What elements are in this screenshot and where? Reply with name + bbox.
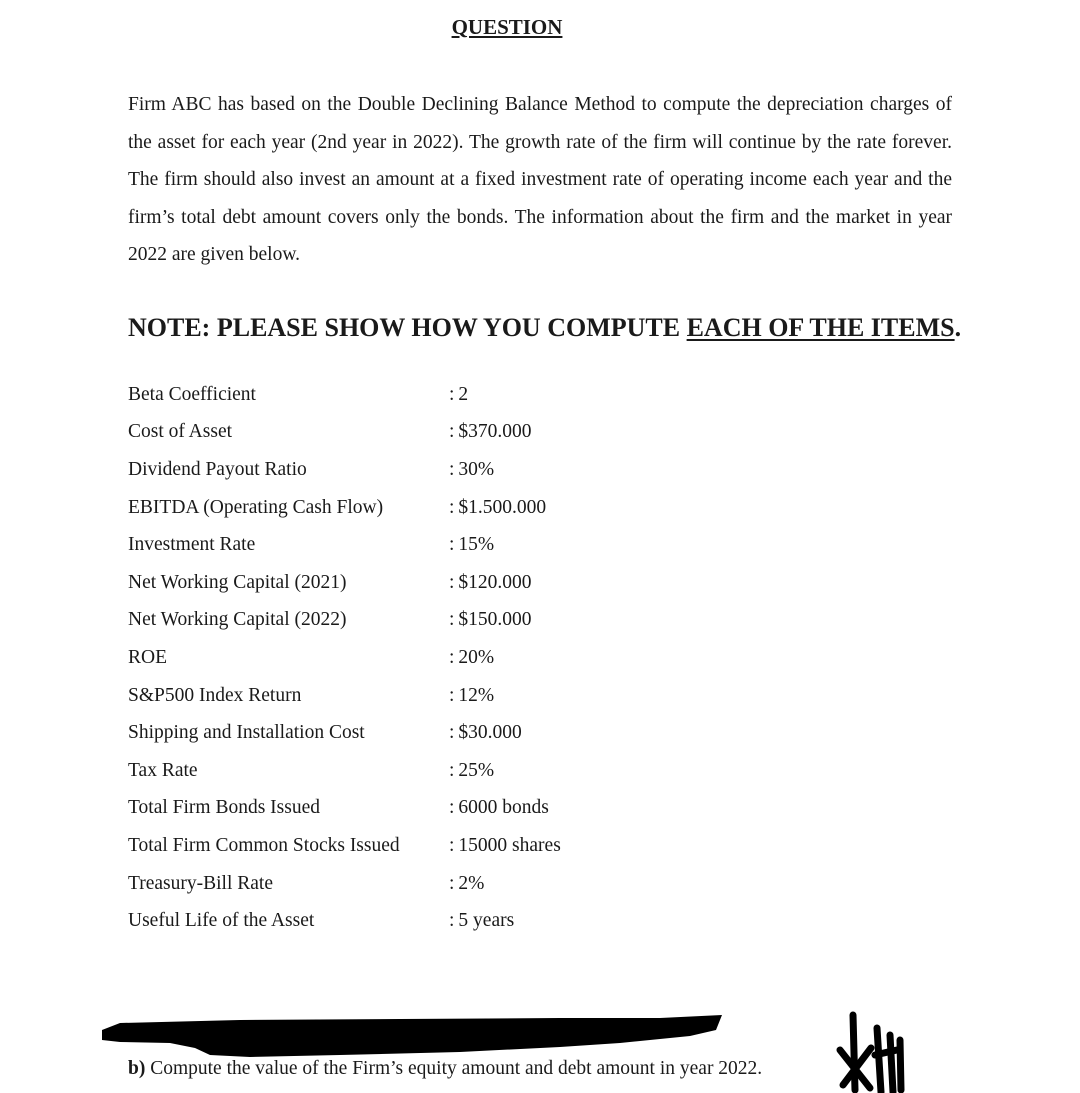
note-prefix: NOTE: PLEASE SHOW HOW YOU COMPUTE	[128, 313, 687, 342]
data-value	[449, 685, 494, 707]
data-value-text: $120.000	[458, 571, 532, 593]
data-row	[128, 790, 561, 828]
data-row	[128, 827, 561, 865]
data-separator: :	[449, 684, 455, 706]
page-title: QUESTION	[451, 15, 563, 39]
data-value-text: $150.000	[458, 609, 532, 631]
note-suffix: .	[954, 313, 962, 342]
data-separator: :	[449, 646, 455, 668]
intro-paragraph: Firm ABC has based on the Double Declining Balance Method to compute the depreciation charges of the asset for each year (2nd year in 2022). The growth rate of the firm will continue by the rate forever. The firm should also invest an amount at a fixed investment rate of operating income each year and the firm’s total debt amount covers only the bonds. The information about the firm and the market in year 2022 are given below.	[128, 94, 952, 265]
firm-data-table	[128, 376, 561, 940]
data-value-text: 6000 bonds	[458, 797, 549, 819]
data-value-text: 12%	[458, 684, 495, 706]
data-separator: :	[449, 458, 455, 480]
data-row	[128, 376, 561, 414]
data-separator: :	[449, 609, 455, 631]
data-value-text: $1.500.000	[458, 496, 547, 518]
note-emphasis: EACH OF THE ITEMS	[686, 313, 955, 342]
data-label: Net Working Capital (2022)	[128, 609, 347, 631]
data-value-text: 2	[458, 383, 469, 405]
question-b-marker: b)	[128, 1058, 146, 1079]
data-value-text: 15%	[458, 534, 495, 556]
data-label: Treasury-Bill Rate	[128, 872, 273, 894]
data-value	[449, 534, 494, 556]
data-label: Total Firm Bonds Issued	[128, 797, 321, 819]
data-value	[449, 797, 549, 819]
data-row	[128, 451, 561, 489]
data-value	[449, 421, 532, 443]
data-value	[449, 609, 532, 631]
data-value-text: 30%	[458, 458, 495, 480]
data-value-text: 20%	[458, 646, 495, 668]
data-separator: :	[449, 571, 455, 593]
data-separator: :	[449, 421, 455, 443]
data-label: Total Firm Common Stocks Issued	[128, 834, 400, 856]
data-label: Tax Rate	[128, 759, 198, 781]
data-value	[449, 497, 546, 519]
question-b	[128, 1058, 762, 1080]
data-label: Beta Coefficient	[128, 383, 256, 405]
redaction-mark	[100, 1010, 725, 1058]
data-value-text: 5 years	[458, 910, 515, 932]
question-b-text: Compute the value of the Firm’s equity amount and debt amount in year 2022.	[145, 1058, 763, 1079]
data-row	[128, 714, 561, 752]
scribble-mark	[835, 1010, 915, 1093]
data-row	[128, 414, 561, 452]
data-value	[449, 572, 532, 594]
data-label: Dividend Payout Ratio	[128, 458, 307, 480]
data-row	[128, 602, 561, 640]
data-row	[128, 677, 561, 715]
data-value	[449, 722, 522, 744]
data-label: Investment Rate	[128, 534, 256, 556]
data-separator: :	[449, 834, 455, 856]
data-row	[128, 489, 561, 527]
data-row	[128, 902, 561, 940]
data-separator: :	[449, 383, 455, 405]
data-label: Cost of Asset	[128, 421, 233, 443]
data-value	[449, 760, 494, 782]
data-value-text: 15000 shares	[458, 834, 561, 856]
data-value-text: $370.000	[458, 421, 532, 443]
data-row	[128, 526, 561, 564]
data-separator: :	[449, 759, 455, 781]
data-value	[449, 384, 468, 406]
data-row	[128, 865, 561, 903]
data-separator: :	[449, 797, 455, 819]
data-value	[449, 873, 484, 895]
data-separator: :	[449, 534, 455, 556]
data-separator: :	[449, 910, 455, 932]
data-value	[449, 910, 514, 932]
data-value-text: $30.000	[458, 722, 522, 744]
data-row	[128, 752, 561, 790]
data-row	[128, 564, 561, 602]
data-value	[449, 459, 494, 481]
data-separator: :	[449, 496, 455, 518]
data-label: ROE	[128, 646, 167, 668]
data-label: EBITDA (Operating Cash Flow)	[128, 496, 384, 518]
data-value	[449, 835, 561, 857]
data-label: Useful Life of the Asset	[128, 910, 315, 932]
data-separator: :	[449, 872, 455, 894]
data-label: Shipping and Installation Cost	[128, 722, 365, 744]
data-row	[128, 639, 561, 677]
data-value-text: 25%	[458, 759, 495, 781]
data-label: Net Working Capital (2021)	[128, 571, 347, 593]
data-value	[449, 647, 494, 669]
note-heading	[128, 313, 962, 343]
data-value-text: 2%	[458, 872, 485, 894]
data-separator: :	[449, 722, 455, 744]
data-label: S&P500 Index Return	[128, 684, 302, 706]
